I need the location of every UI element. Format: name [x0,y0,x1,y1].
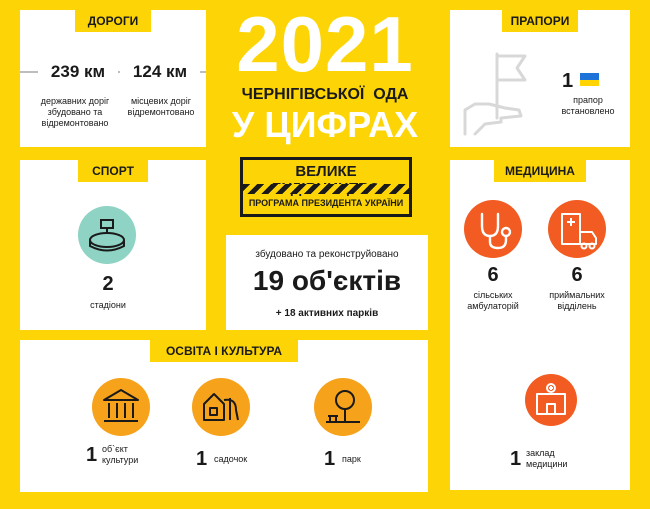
medicine-card [450,160,630,490]
park-circle [314,378,372,436]
education-tab: ОСВІТА І КУЛЬТУРА [150,340,298,362]
amb-count: 6 [487,264,499,286]
kinder-desc: садочок [214,454,248,464]
clinic-circle [525,374,577,426]
inst-count: 1 [510,448,522,470]
flags-count: 1 [562,70,574,92]
sport-card [20,160,206,330]
year-title: 2021 [236,0,414,88]
stadium-circle [78,206,136,264]
stethoscope-circle [464,200,522,258]
sport-desc: стадіони [90,300,126,310]
park-count: 1 [324,448,336,470]
stethoscope-icon [464,200,522,258]
education-card [20,340,428,492]
state-roads-km: 239 км [38,62,118,82]
flags-card [450,10,630,147]
culture-count: 1 [86,444,98,466]
hazard-stripe [243,184,409,194]
objects-top: збудовано та реконструйовано [255,249,399,260]
rec-desc: приймальних відділень [549,290,605,311]
museum-icon [92,378,150,436]
parks-suffix: активних парків [298,308,379,319]
local-roads-km: 124 км [120,62,200,82]
medicine-tab: МЕДИЦИНА [494,160,586,182]
hospital-circle [548,200,606,258]
kinder-count: 1 [196,448,208,470]
local-roads-desc: місцевих доріг відремонтовано [127,96,195,117]
roads-card [20,10,206,147]
flags-desc: прапор встановлено [561,95,615,116]
sport-count: 2 [102,273,114,295]
ukraine-flag-icon [580,73,599,86]
sport-tab: СПОРТ [78,160,148,182]
inst-desc: заклад медицини [526,448,568,469]
kindergarten-icon [192,378,250,436]
subtitle: У ЦИФРАХ [231,104,419,145]
state-roads-desc: державних доріг збудовано та відремонтовано [40,96,110,128]
park-tree-icon [314,378,372,436]
hand-flag-icon [455,48,545,140]
parks-prefix: + 18 [275,308,296,319]
flags-tab: ПРАПОРИ [502,10,578,32]
org-title: ЧЕРНІГІВСЬКОЇ ОДА [241,86,409,103]
program-badge [240,157,412,217]
kindergarten-circle [192,378,250,436]
program-title: ВЕЛИКЕ [295,163,357,180]
roads-tab: ДОРОГИ [75,10,151,32]
park-desc: парк [342,454,361,464]
rec-count: 6 [571,264,583,286]
clinic-icon [525,374,577,426]
parks-line [226,308,428,319]
stadium-icon [78,206,136,264]
program-sub: ПРОГРАМА ПРЕЗИДЕНТА УКРАЇНИ [248,198,404,208]
culture-desc: об`єкт культури [102,444,139,465]
objects-card [226,235,428,330]
amb-desc: сільських амбулаторій [467,290,519,311]
objects-main: 19 об'єктів [252,265,402,296]
hospital-ambulance-icon [548,200,606,258]
museum-circle [92,378,150,436]
